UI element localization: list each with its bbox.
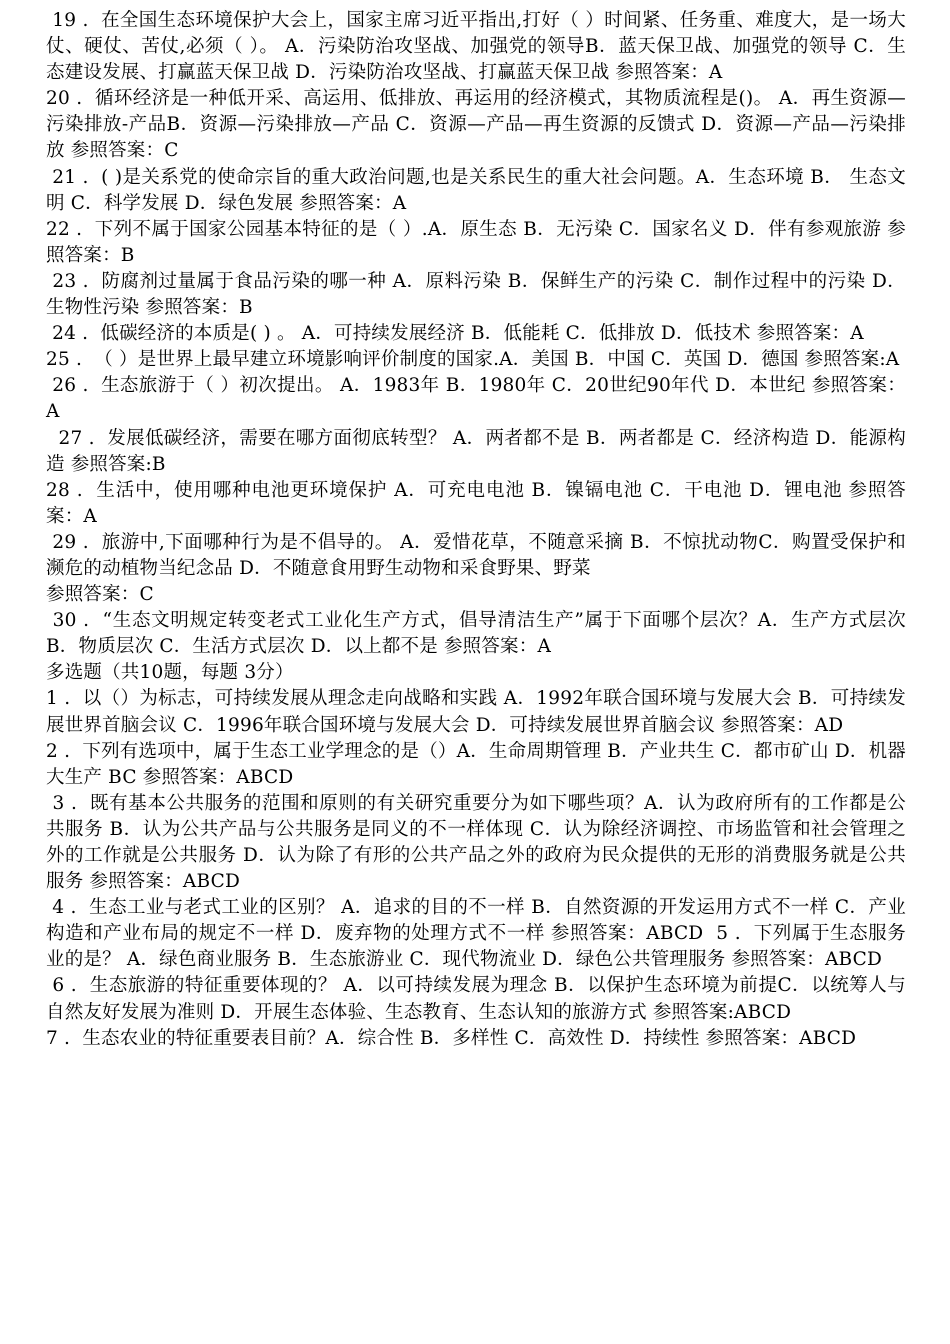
answer: 参照答案:B bbox=[70, 453, 166, 475]
question-number: 28 . bbox=[46, 479, 83, 501]
answer: 参照答案：A bbox=[615, 62, 723, 84]
section-heading-multi-choice: 多选题（共10题，每题 3分） bbox=[46, 662, 294, 684]
question-text: ( )是关系党的使命宗旨的重大政治问题,也是关系民生的重大社会问题。A．生态环境 B． 生态文明 C．科学发展 D．绿色发展 bbox=[46, 166, 906, 214]
question-text: 低碳经济的本质是( ) 。 A．可持续发展经济 B．低能耗 C．低排放 D．低技术 bbox=[100, 323, 751, 345]
question-text: 下列属于生态服务业的是？ A．绿色商业服务 B．生态旅游业 C．现代物流业 D．绿色公共管理服务 bbox=[46, 923, 906, 971]
question-text: 防腐剂过量属于食品污染的哪一种 A．原料污染 B．保鲜生产的污染 C．制作过程中的污染 D．生物性污染 bbox=[46, 270, 906, 319]
answer: 参照答案：ABCD bbox=[89, 871, 240, 893]
answer: 参照答案：ABCD bbox=[731, 949, 883, 971]
question-number: 1 . bbox=[46, 688, 71, 710]
question-text: 以（）为标志，可持续发展从理念走向战略和实践 A．1992年联合国环境与发展大会 B．可持续发展世界首脑会议 C．1996年联合国环境与发展大会 D．可持续发展世界首脑会议 bbox=[46, 688, 906, 736]
question-number: 5 . bbox=[716, 923, 741, 945]
multi-question-3 bbox=[46, 791, 906, 895]
answer: 参照答案:ABCD bbox=[652, 1001, 792, 1023]
multi-question-1 bbox=[46, 686, 906, 738]
question-29 bbox=[46, 530, 906, 608]
question-number: 6 . bbox=[52, 975, 77, 997]
multi-question-2 bbox=[46, 739, 906, 791]
multi-question-7 bbox=[46, 1026, 906, 1052]
question-number: 2 . bbox=[46, 740, 71, 762]
answer: 参照答案：A bbox=[46, 375, 906, 423]
question-number: 27 . bbox=[58, 427, 95, 449]
question-27 bbox=[46, 426, 906, 478]
question-text: 生态农业的特征重要表目前？A．综合性 B．多样性 C．高效性 D．持续性 bbox=[82, 1027, 700, 1049]
question-text: “生态文明规定转变老式工业化生产方式，倡导清洁生产”属于下面哪个层次？A．生产方式层次 B．物质层次 C．生活方式层次 D．以上都不是 bbox=[46, 610, 906, 658]
answer: 参照答案：ABCD bbox=[550, 923, 704, 945]
question-26 bbox=[46, 373, 906, 425]
question-number: 29 . bbox=[52, 531, 89, 553]
question-number: 24 . bbox=[52, 323, 89, 345]
answer: 参照答案:A bbox=[804, 349, 900, 371]
answer: 参照答案：A bbox=[46, 479, 906, 527]
question-number: 30 . bbox=[52, 610, 90, 632]
question-19 bbox=[46, 8, 906, 86]
question-25 bbox=[46, 347, 906, 373]
answer: 参照答案：B bbox=[46, 218, 906, 266]
question-text: 发展低碳经济，需要在哪方面彻底转型？ A．两者都不是 B．两者都是 C．经济构造 D．能源构造 bbox=[46, 427, 906, 475]
multi-question-6 bbox=[46, 973, 906, 1025]
answer: 参照答案：C bbox=[70, 140, 179, 162]
question-28 bbox=[46, 478, 906, 530]
question-text: 在全国生态环境保护大会上，国家主席习近平指出,打好（ ）时间紧、任务重、难度大，是一场大仗、硬仗、苦仗,必须（ ）。 A．污染防治攻坚战、加强党的领导B．蓝天保卫战、加强党的领导 C．生态建设发展、打赢蓝天保卫战 D．污染防治攻坚战、打赢蓝天保卫战 bbox=[46, 10, 906, 84]
question-number: 20 . bbox=[46, 88, 83, 110]
question-number: 25 . bbox=[46, 349, 83, 371]
question-24 bbox=[46, 321, 906, 347]
question-text: 生态旅游的特征重要体现的？ A．以可持续发展为理念 B．以保护生态环境为前提C．以统筹人与自然友好发展为准则 D．开展生态体验、生态教育、生态认知的旅游方式 bbox=[46, 975, 907, 1023]
question-22 bbox=[46, 217, 906, 269]
question-number: 21 . bbox=[52, 166, 89, 188]
question-21 bbox=[46, 165, 906, 217]
question-number: 26 . bbox=[52, 375, 89, 397]
question-23 bbox=[46, 269, 906, 321]
multi-question-4-5 bbox=[46, 895, 906, 973]
question-number: 22 . bbox=[46, 218, 83, 240]
answer: 参照答案：C bbox=[46, 584, 154, 606]
question-number: 3 . bbox=[52, 792, 78, 814]
question-text: 生态旅游于（ ）初次提出。 A．1983年 B．1980年 C．20世纪90年代 D．本世纪 bbox=[101, 375, 806, 397]
question-text: 旅游中,下面哪种行为是不倡导的。 A．爱惜花草，不随意采摘 B．不惊扰动物C．购置受保护和濒危的动植物当纪念品 D．不随意食用野生动物和采食野果、野菜 bbox=[46, 531, 906, 579]
question-text: 既有基本公共服务的范围和原则的有关研究重要分为如下哪些项？A．认为政府所有的工作都是公共服务 B．认为公共产品与公共服务是同义的不一样体现 C．认为除经济调控、市场监管和社会管理之外的工作就是公共服务 D．认为除了有形的公共产品之外的政府为民众提供的无形的消费服务就是公共服务 bbox=[46, 792, 907, 893]
question-number: 19 . bbox=[52, 10, 89, 31]
question-text: 生活中，使用哪种电池更环境保护 A．可充电电池 B．镍镉电池 C．干电池 D．锂电池 bbox=[96, 479, 843, 501]
question-number: 7 . bbox=[46, 1027, 71, 1049]
question-text: 生态工业与老式工业的区别？ A．追求的目的不一样 B．自然资源的开发运用方式不一样 C．产业构造和产业布局的规定不一样 D．废弃物的处理方式不一样 bbox=[46, 897, 906, 945]
question-text: 下列有选项中，属于生态工业学理念的是（）A．生命周期管理 B．产业共生 C．都市矿山 D．机器大生产 BC bbox=[46, 740, 906, 788]
answer: 参照答案：A bbox=[299, 192, 407, 214]
question-text: 循环经济是一种低开采、高运用、低排放、再运用的经济模式，其物质流程是()。 A．再生资源—污染排放-产品B．资源—污染排放—产品 C．资源—产品—再生资源的反馈式 D．资源—产品—污染排放 bbox=[46, 88, 906, 162]
question-text: （ ）是世界上最早建立环境影响评价制度的国家.A．美国 B．中国 C．英国 D．德国 bbox=[94, 349, 799, 371]
question-20 bbox=[46, 86, 906, 164]
answer: 参照答案：B bbox=[145, 297, 253, 319]
answer: 参照答案：AD bbox=[721, 714, 844, 736]
question-text: 下列不属于国家公园基本特征的是（ ）.A．原生态 B．无污染 C．国家名义 D．伴有参观旅游 bbox=[94, 218, 882, 240]
answer: 参照答案：ABCD bbox=[142, 766, 294, 788]
answer: 参照答案：ABCD bbox=[705, 1027, 857, 1049]
answer: 参照答案：A bbox=[756, 323, 864, 345]
question-number: 4 . bbox=[52, 897, 77, 919]
answer: 参照答案：A bbox=[443, 636, 552, 658]
question-number: 23 . bbox=[52, 270, 89, 292]
question-30 bbox=[46, 608, 906, 660]
